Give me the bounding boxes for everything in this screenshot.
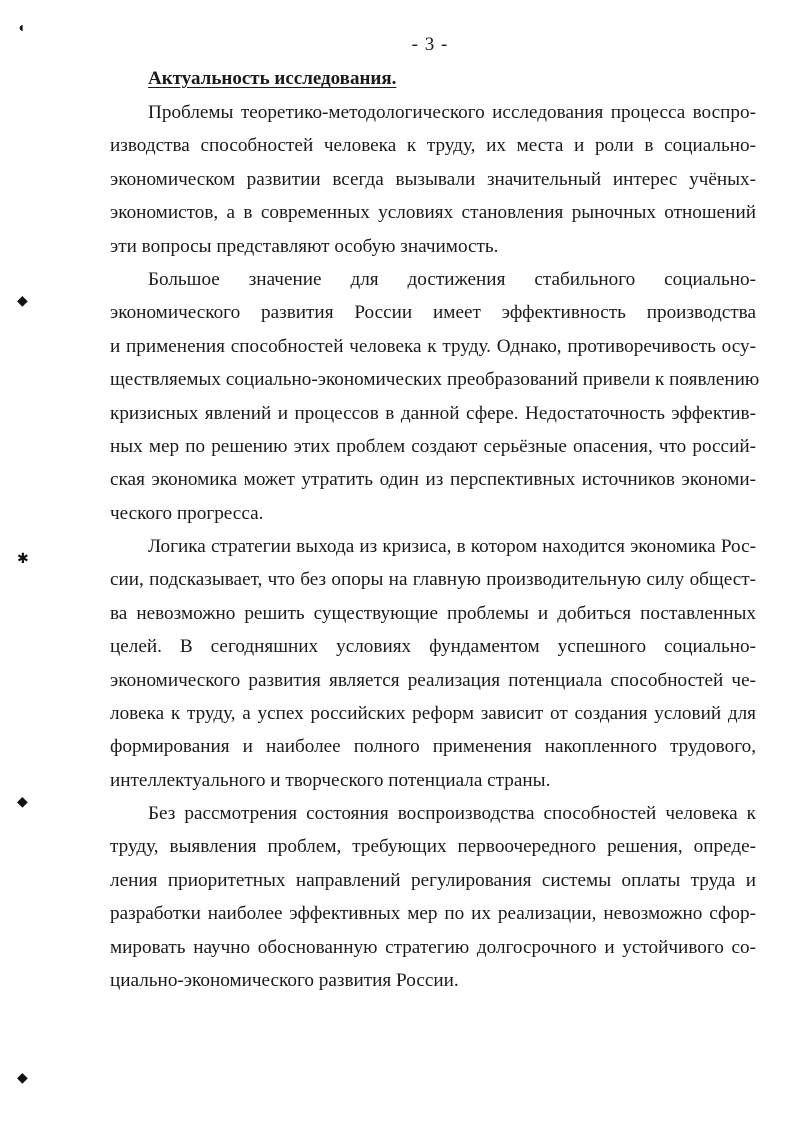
- text-line: эти вопросы представляют особую значимость.: [110, 235, 499, 257]
- text-line: сии, подсказывает, что без опоры на главную производительную силу общест-: [110, 569, 756, 591]
- text-line: мировать научно обоснованную стратегию долгосрочного и устойчивого со-: [110, 936, 756, 958]
- margin-punch-mark: ✱: [17, 552, 29, 567]
- text-line: ва невозможно решить существующие проблемы и добиться поставленных: [110, 602, 756, 624]
- paragraph-development-significance: [110, 263, 760, 530]
- paragraph-crisis-strategy: [110, 530, 756, 797]
- text-line: ществляемых социально-экономических преобразований привели к появлению: [110, 369, 760, 391]
- text-line: экономистов, а в современных условиях становления рыночных отношений: [110, 202, 756, 224]
- text-line: ская экономика может утратить один из перспективных источников экономи-: [110, 469, 756, 491]
- text-line: экономического развития является реализация потенциала способностей че-: [110, 669, 756, 691]
- text-line: Проблемы теоретико-методологического исследования процесса воспро-: [148, 102, 756, 123]
- text-line: кризисных явлений и процессов в данной сфере. Недостаточность эффектив-: [110, 402, 756, 424]
- margin-punch-mark: ◆: [17, 1071, 28, 1086]
- margin-punch-mark: ◆: [17, 795, 28, 810]
- paragraph-relevance-intro: [110, 96, 756, 263]
- text-line: формирования и наиболее полного применения накопленного трудового,: [110, 736, 756, 758]
- text-line: Большое значение для достижения стабильного социально-: [148, 269, 756, 290]
- text-line: ловека к труду, а успех российских реформ зависит от создания условий для: [110, 702, 756, 724]
- section-heading: Актуальность исследования.: [148, 68, 397, 89]
- text-line: интеллектуального и творческого потенциала страны.: [110, 769, 551, 791]
- text-line: ческого прогресса.: [110, 502, 264, 524]
- paragraph-strategy-conclusion: [110, 797, 756, 997]
- text-line: экономическом развитии всегда вызывали значительный интерес учёных-: [110, 168, 756, 190]
- text-line: ных мер по решению этих проблем создают серьёзные опасения, что россий-: [110, 435, 756, 457]
- margin-punch-mark: ◆: [17, 294, 28, 309]
- margin-punch-mark: ◖: [17, 21, 26, 36]
- page-number: - 3 -: [411, 34, 449, 55]
- text-line: Логика стратегии выхода из кризиса, в котором находится экономика Рос-: [148, 536, 756, 557]
- text-line: и применения способностей человека к труду. Однако, противоречивость осу-: [110, 335, 756, 357]
- text-line: изводства способностей человека к труду, их места и роли в социально-: [110, 135, 756, 157]
- text-line: ления приоритетных направлений регулирования системы оплаты труда и: [110, 869, 756, 891]
- text-line: экономического развития России имеет эффективность производства: [110, 302, 756, 324]
- text-line: целей. В сегодняшних условиях фундаментом успешного социально-: [110, 636, 756, 658]
- text-line: циально-экономического развития России.: [110, 969, 459, 991]
- text-line: труду, выявления проблем, требующих первоочередного решения, опреде-: [110, 836, 756, 858]
- text-line: разработки наиболее эффективных мер по их реализации, невозможно сфор-: [110, 903, 756, 925]
- text-line: Без рассмотрения состояния воспроизводства способностей человека к: [148, 803, 756, 824]
